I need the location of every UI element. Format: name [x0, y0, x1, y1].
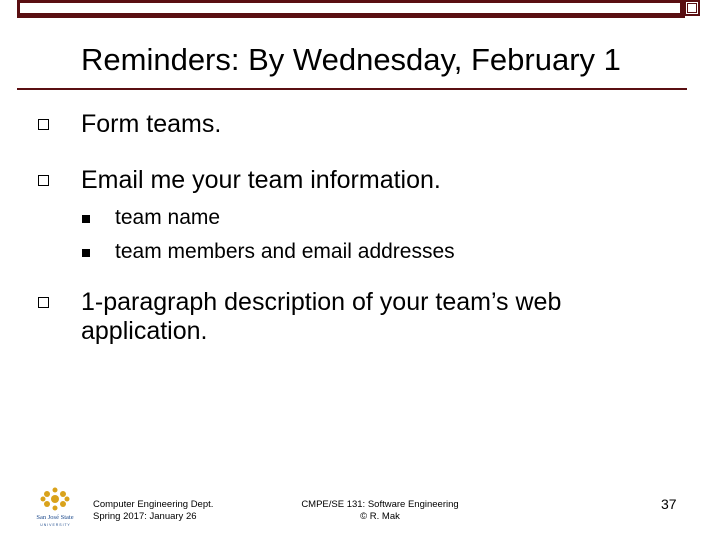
slide-title: Reminders: By Wednesday, February 1 [81, 42, 621, 77]
footer-center [297, 499, 463, 523]
logo-subtext: U N I V E R S I T Y [40, 523, 70, 527]
footer-left [93, 499, 213, 523]
sub-bullet-square-icon [82, 215, 90, 223]
bullet-email-info: Email me your team information. [81, 166, 441, 194]
footer-course: CMPE/SE 131: Software Engineering [301, 499, 459, 510]
footer-author: © R. Mak [360, 511, 400, 522]
bullet-description: 1-paragraph description of your team’s web application. [81, 288, 562, 345]
sub-bullet-team-name: team name [115, 206, 221, 229]
top-header-stripe [20, 3, 680, 13]
logo-wordmark: San José State [36, 514, 74, 521]
bullet-box-icon [38, 119, 49, 130]
bullet-box-icon [38, 175, 49, 186]
sjsu-logo [30, 486, 80, 528]
sub-bullet-team-members: team members and email addresses [115, 240, 455, 263]
footer-dept: Computer Engineering Dept. [93, 499, 214, 510]
page-number: 37 [661, 496, 677, 512]
bullet-box-icon [38, 297, 49, 308]
corner-decoration-inner [687, 3, 697, 13]
sub-bullet-square-icon [82, 249, 90, 257]
footer-date: Spring 2017: January 26 [93, 511, 197, 522]
bullet-form-teams: Form teams. [81, 110, 222, 138]
title-divider [17, 88, 687, 90]
sjsu-seal-icon [41, 488, 70, 511]
